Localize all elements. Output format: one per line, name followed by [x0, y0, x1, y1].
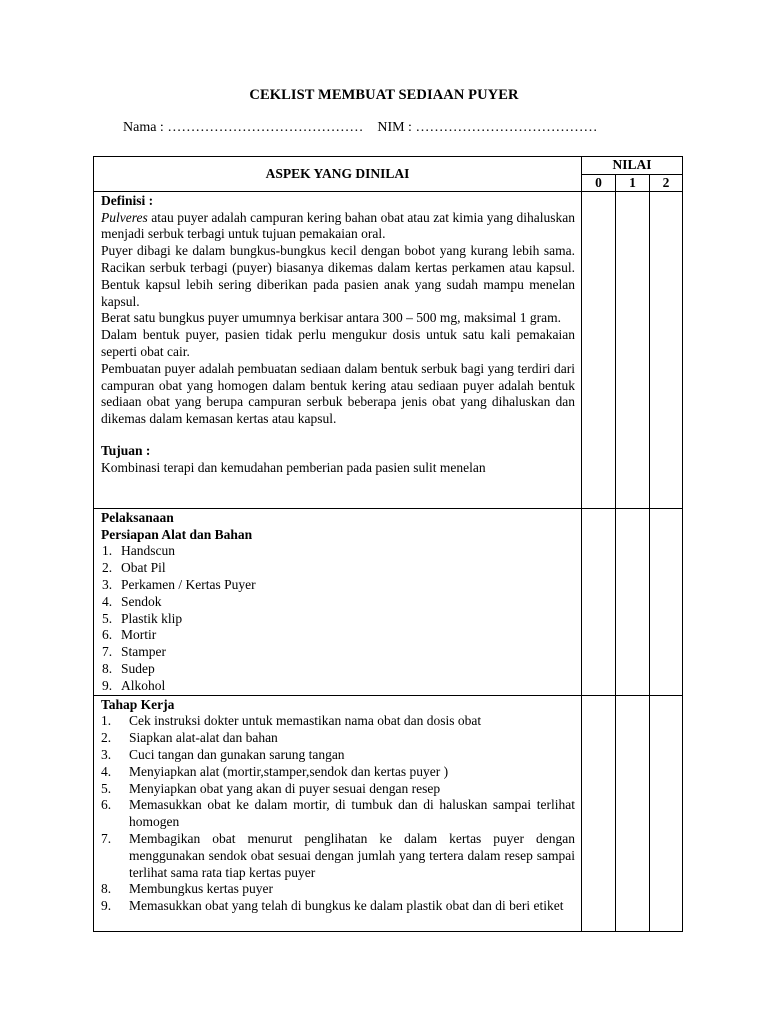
score-0-cell[interactable] [582, 695, 616, 931]
score-2-cell[interactable] [650, 191, 683, 508]
definisi-cell [94, 191, 582, 508]
score-0-header: 0 [582, 174, 616, 191]
checklist-table [93, 156, 683, 932]
pelaksanaan-heading: Pelaksanaan [101, 509, 174, 525]
identity-line [123, 120, 597, 136]
list-item: 6. Mortir [102, 627, 157, 643]
list-item: 1. Cek instruksi dokter untuk memastikan nama obat dan dosis obat [101, 713, 482, 729]
score-1-cell[interactable] [616, 508, 650, 695]
pelaksanaan-cell [94, 508, 582, 695]
list-item: 4. Sendok [102, 593, 162, 609]
definisi-paragraph-1 [101, 210, 575, 244]
score-1-header: 1 [616, 174, 650, 191]
list-item: 2. Obat Pil [102, 560, 166, 576]
tujuan-text: Kombinasi terapi dan kemudahan pemberian pada pasien sulit menelan [101, 459, 486, 475]
definisi-paragraph-4: Dalam bentuk puyer, pasien tidak perlu mengukur dosis untuk satu kali pemakaian seperti obat cair. [101, 327, 575, 359]
tahap-kerja-row [94, 695, 683, 931]
list-item: 7. Stamper [102, 644, 166, 660]
nama-field: Nama : …………………………………… [123, 120, 364, 135]
list-item: 7. Membagikan obat menurut penglihatan ke dalam kertas puyer dengan menggunakan sendok obat sesuai dengan jumlah yang tertera dalam resep sampai terlihat sama rata tiap kertas puyer [101, 830, 575, 880]
list-item: 6. Memasukkan obat ke dalam mortir, di tumbuk dan di haluskan sampai terlihat homogen [101, 797, 575, 830]
list-item: 3. Cuci tangan dan gunakan sarung tangan [101, 746, 345, 762]
definisi-p1-text: atau puyer adalah campuran kering bahan obat atau zat kimia yang dihaluskan menjadi serbuk terbagi untuk tujuan pemakaian oral. [101, 209, 575, 242]
list-item: 8. Sudep [102, 660, 155, 676]
definisi-paragraph-5: Pembuatan puyer adalah pembuatan sediaan dalam bentuk serbuk bagi yang terdiri dari campuran obat yang homogen dalam bentuk kering atau sediaan puyer adalah bentuk sediaan obat yang berupa campuran serbuk beberapa jenis obat yang dihaluskan dan dikemas dalam kemasan kertas atau kapsul. [101, 360, 575, 427]
list-item: 9. Memasukkan obat yang telah di bungkus ke dalam plastik obat dan di beri etiket [101, 898, 564, 914]
definisi-term: Pulveres [101, 209, 148, 225]
score-2-header: 2 [650, 174, 683, 191]
tahap-kerja-list [101, 713, 575, 915]
score-1-cell[interactable] [616, 191, 650, 508]
nim-field: NIM : ………………………………… [377, 120, 598, 135]
score-2-cell[interactable] [650, 695, 683, 931]
pelaksanaan-row [94, 508, 683, 695]
score-2-cell[interactable] [650, 508, 683, 695]
alat-bahan-list [101, 543, 575, 694]
definisi-paragraph-3: Berat satu bungkus puyer umumnya berkisar antara 300 – 500 mg, maksimal 1 gram. [101, 310, 562, 326]
header-row [94, 157, 683, 175]
score-0-cell[interactable] [582, 191, 616, 508]
list-item: 8. Membungkus kertas puyer [101, 881, 273, 897]
header-nilai: NILAI [582, 157, 683, 175]
tujuan-heading: Tujuan : [101, 442, 151, 458]
list-item: 5. Plastik klip [102, 610, 183, 626]
tahap-kerja-cell [94, 695, 582, 931]
score-0-cell[interactable] [582, 508, 616, 695]
list-item: 2. Siapkan alat-alat dan bahan [101, 730, 278, 746]
list-item: 1. Handscun [102, 543, 175, 559]
score-1-cell[interactable] [616, 695, 650, 931]
list-item: 5. Menyiapkan obat yang akan di puyer sesuai dengan resep [101, 780, 441, 796]
list-item: 3. Perkamen / Kertas Puyer [102, 576, 256, 592]
definisi-row [94, 191, 683, 508]
tahap-kerja-heading: Tahap Kerja [101, 696, 175, 712]
document-title: CEKLIST MEMBUAT SEDIAAN PUYER [249, 87, 519, 103]
definisi-paragraph-2: Puyer dibagi ke dalam bungkus-bungkus kecil dengan bobot yang kurang lebih sama. Racikan serbuk terbagi (puyer) biasanya dikemas dalam kertas perkamen atau kapsul. Bentuk kapsul lebih sering diberikan pada pasien anak yang sudah mampu menelan kapsul. [101, 243, 575, 309]
persiapan-heading: Persiapan Alat dan Bahan [101, 526, 253, 542]
list-item: 9. Alkohol [102, 677, 166, 693]
header-aspek: ASPEK YANG DINILAI [94, 157, 582, 192]
list-item: 4. Menyiapkan alat (mortir,stamper,sendok dan kertas puyer ) [101, 763, 449, 779]
definisi-heading: Definisi : [101, 192, 154, 208]
